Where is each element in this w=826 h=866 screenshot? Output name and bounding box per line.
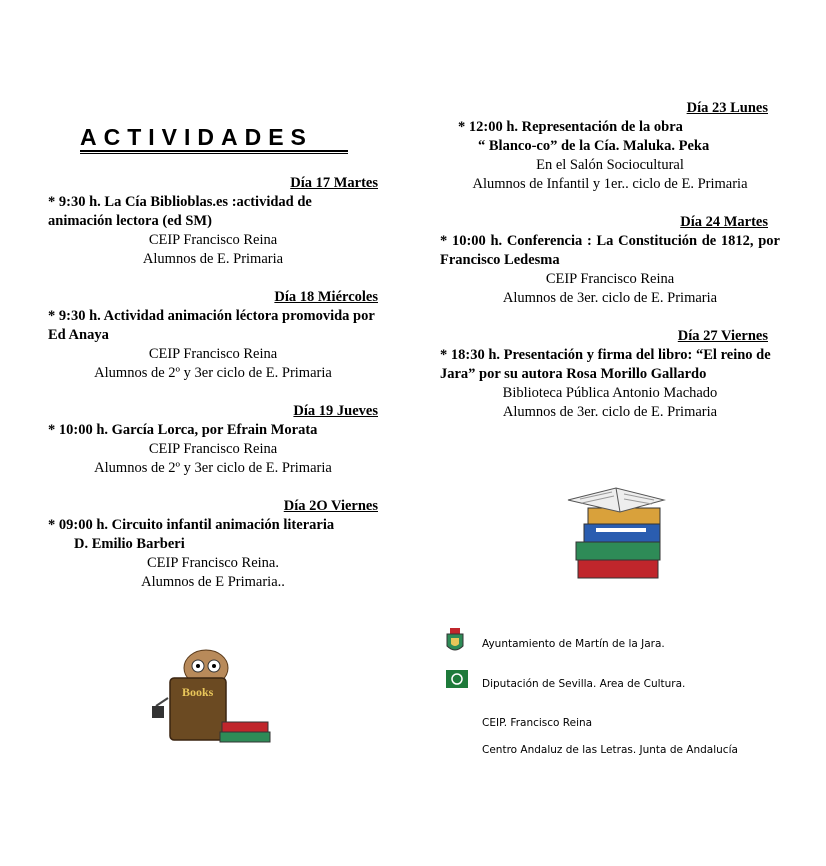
event-day: Día 19 Jueves bbox=[293, 403, 378, 419]
event-activity: * 12:00 h. Representación de la obra bbox=[458, 119, 683, 135]
reading-owl-illustration bbox=[148, 644, 278, 750]
municipal-shield-icon bbox=[446, 628, 464, 654]
sponsor-diputacion: Diputación de Sevilla. Area de Cultura. bbox=[482, 678, 686, 690]
event-audience: Alumnos de 2º y 3er ciclo de E. Primaria bbox=[94, 365, 332, 381]
event-day: Día 23 Lunes bbox=[686, 100, 768, 116]
event-day-17 bbox=[48, 174, 378, 269]
event-place: CEIP Francisco Reina bbox=[148, 346, 278, 362]
inkwell-icon bbox=[152, 706, 164, 718]
sponsor-centro-andaluz: Centro Andaluz de las Letras. Junta de Andalucía bbox=[482, 744, 738, 756]
event-day-27 bbox=[440, 327, 780, 422]
green-book-icon bbox=[576, 542, 660, 560]
event-day-23 bbox=[440, 99, 780, 194]
right-column bbox=[440, 99, 780, 422]
event-activity-speaker: D. Emilio Barberi bbox=[74, 536, 185, 552]
quill-icon bbox=[156, 698, 168, 706]
page-title: ACTIVIDADES bbox=[80, 124, 313, 150]
event-place: CEIP Francisco Reina bbox=[545, 271, 675, 287]
event-activity: * 10:00 h. Conferencia : La Constitución de 1812, por Francisco Ledesma bbox=[440, 233, 780, 268]
event-day-24 bbox=[440, 213, 780, 308]
book-title-text: Books bbox=[182, 685, 214, 699]
red-book-icon bbox=[578, 560, 658, 578]
event-audience: Alumnos de 2º y 3er ciclo de E. Primaria bbox=[94, 460, 332, 476]
event-day: Día 17 Martes bbox=[290, 175, 378, 191]
event-activity: * 10:00 h. García Lorca, por Efrain Morata bbox=[48, 422, 318, 438]
event-day: Día 18 Miércoles bbox=[274, 289, 378, 305]
event-audience: Alumnos de E Primaria.. bbox=[141, 574, 285, 590]
title-underline-thin bbox=[80, 153, 348, 154]
event-activity: * 9:30 h. La Cía Biblioblas.es :actividad de animación lectora (ed SM) bbox=[48, 194, 312, 229]
sponsor-ayuntamiento: Ayuntamiento de Martín de la Jara. bbox=[482, 638, 665, 650]
event-activity: * 18:30 h. Presentación y firma del libro: “El reino de Jara” por su autora Rosa Morillo Gallardo bbox=[440, 347, 771, 382]
event-day-18 bbox=[48, 288, 378, 383]
event-place: Biblioteca Pública Antonio Machado bbox=[502, 385, 718, 401]
left-column bbox=[48, 174, 378, 592]
event-day-19 bbox=[48, 402, 378, 478]
event-audience: Alumnos de E. Primaria bbox=[142, 251, 284, 267]
event-place: CEIP Francisco Reina bbox=[148, 441, 278, 457]
sponsor-ceip: CEIP. Francisco Reina bbox=[482, 717, 593, 729]
event-audience: Alumnos de 3er. ciclo de E. Primaria bbox=[502, 290, 718, 306]
event-place: En el Salón Sociocultural bbox=[536, 157, 684, 173]
event-place: CEIP Francisco Reina. bbox=[147, 555, 279, 571]
diputacion-logo-icon bbox=[446, 670, 468, 688]
book-stack-illustration bbox=[560, 474, 672, 586]
event-place: CEIP Francisco Reina bbox=[148, 232, 278, 248]
blue-book-icon bbox=[584, 524, 660, 542]
event-day: Día 2O Viernes bbox=[283, 498, 378, 514]
event-activity-title: “ Blanco-co” de la Cía. Maluka. Peka bbox=[478, 138, 710, 154]
event-day-20 bbox=[48, 497, 378, 592]
event-day: Día 24 Martes bbox=[680, 214, 768, 230]
title-underline bbox=[80, 150, 348, 152]
event-activity: * 9:30 h. Actividad animación léctora promovida por Ed Anaya bbox=[48, 308, 375, 343]
event-day: Día 27 Viernes bbox=[677, 328, 768, 344]
event-audience: Alumnos de Infantil y 1er.. ciclo de E. Primaria bbox=[472, 176, 748, 192]
event-audience: Alumnos de 3er. ciclo de E. Primaria bbox=[502, 404, 718, 420]
event-activity: * 09:00 h. Circuito infantil animación literaria bbox=[48, 517, 335, 533]
